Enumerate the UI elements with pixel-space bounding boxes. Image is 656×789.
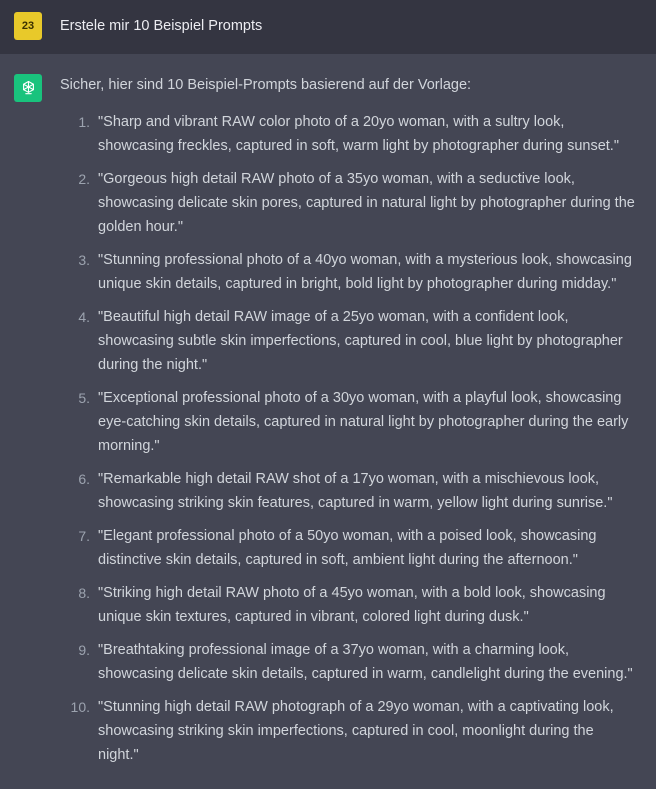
list-item: "Stunning high detail RAW photograph of a 29yo woman, with a captivating look, showcasing striking skin imperfections, captured in cool, moonlight during the night." — [98, 699, 614, 763]
list-item: "Exceptional professional photo of a 30yo woman, with a playful look, showcasing eye-catching skin details, captured in natural light by photographer during the early morning." — [98, 390, 629, 454]
list-item: "Stunning professional photo of a 40yo woman, with a mysterious look, showcasing unique skin details, captured in bright, bold light by photographer during midday." — [98, 252, 632, 292]
list-item: "Breathtaking professional image of a 37yo woman, with a charming look, showcasing delicate skin details, captured in warm, candlelight during the evening." — [98, 642, 633, 682]
chat-turn-assistant — [0, 54, 656, 789]
assistant-avatar — [14, 74, 42, 102]
user-message-body — [60, 12, 638, 40]
chat-turn-user — [0, 0, 656, 54]
list-item: "Remarkable high detail RAW shot of a 17yo woman, with a mischievous look, showcasing striking skin features, captured in warm, yellow light during sunrise." — [98, 471, 613, 511]
list-item: "Beautiful high detail RAW image of a 25yo woman, with a confident look, showcasing subtle skin imperfections, captured in cool, blue light by photographer during the night." — [98, 309, 623, 373]
assistant-intro-text: Sicher, hier sind 10 Beispiel-Prompts basierend auf der Vorlage: — [60, 77, 472, 93]
list-item: "Striking high detail RAW photo of a 45yo woman, with a bold look, showcasing unique skin textures, captured in vibrant, colored light during dusk." — [98, 585, 606, 625]
user-message-text: Erstele mir 10 Beispiel Prompts — [60, 18, 263, 34]
list-item: "Sharp and vibrant RAW color photo of a 20yo woman, with a sultry look, showcasing freckles, captured in soft, warm light by photographer during sunset." — [98, 114, 619, 154]
prompt-list — [60, 110, 638, 767]
assistant-message-body — [60, 74, 638, 767]
list-item: "Gorgeous high detail RAW photo of a 35yo woman, with a seductive look, showcasing delicate skin pores, captured in natural light by photographer during the golden hour." — [98, 171, 635, 235]
user-avatar: 23 — [14, 12, 42, 40]
openai-logo-icon — [19, 79, 38, 98]
list-item: "Elegant professional photo of a 50yo woman, with a poised look, showcasing distinctive skin details, captured in soft, ambient light during the afternoon." — [98, 528, 597, 568]
